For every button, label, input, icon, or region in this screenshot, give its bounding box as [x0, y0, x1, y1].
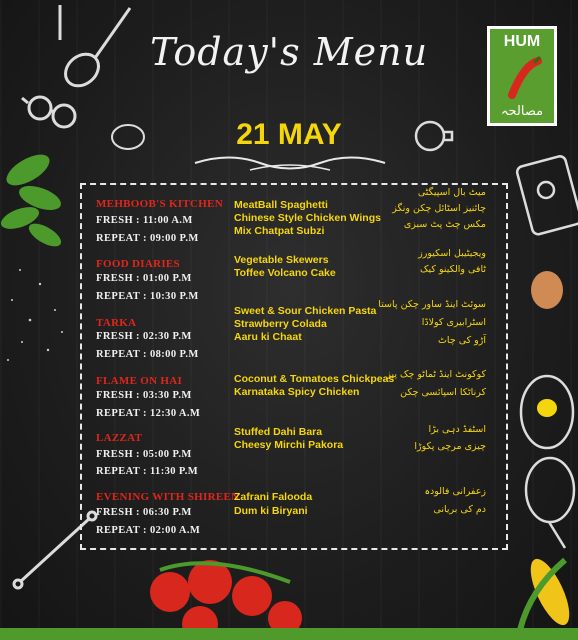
leaves-icon	[0, 140, 72, 250]
show-name: FOOD DIARIES	[96, 258, 180, 270]
dish-item: Coconut & Tomatoes Chickpeas	[234, 373, 395, 385]
fresh-time: FRESH : 11:00 A.M	[96, 215, 193, 226]
dish-item-urdu: کوکونٹ اینڈ ٹماٹو چک پیز	[386, 369, 486, 380]
repeat-time: REPEAT : 02:00 A.M	[96, 525, 201, 536]
dish-item-urdu: مکس چٹ پٹ سبزی	[403, 219, 486, 230]
repeat-time: REPEAT : 10:30 P.M	[96, 291, 199, 302]
bottom-brand-bar	[0, 628, 578, 640]
dish-item: Karnataka Spicy Chicken	[234, 386, 360, 398]
dish-item-urdu: ٹافی والکینو کیک	[420, 264, 486, 275]
dish-item: MeatBall Spaghetti	[234, 199, 328, 211]
show-name: MEHBOOB'S KITCHEN	[96, 198, 224, 210]
dish-item: Toffee Volcano Cake	[234, 267, 336, 279]
repeat-time: REPEAT : 11:30 P.M	[96, 466, 199, 477]
dish-item: Zafrani Falooda	[234, 491, 313, 503]
chili-icon	[504, 55, 544, 101]
dish-item: Aaru ki Chaat	[234, 331, 302, 343]
dish-item-urdu: آڑو کی چاٹ	[437, 335, 486, 346]
dish-item: Cheesy Mirchi Pakora	[234, 439, 344, 451]
fresh-time: FRESH : 01:00 P.M	[96, 273, 192, 284]
repeat-time: REPEAT : 09:00 P.M	[96, 233, 199, 244]
dish-item-urdu: ویجیٹیبل اسکیورز	[418, 248, 486, 259]
fresh-time: FRESH : 02:30 P.M	[96, 331, 192, 342]
dish-item: Stuffed Dahi Bara	[234, 426, 323, 438]
show-name: LAZZAT	[96, 432, 143, 444]
fresh-time: FRESH : 05:00 P.M	[96, 449, 192, 460]
dish-item-urdu: کرناٹکا اسپائسی چکن	[400, 387, 486, 398]
logo-urdu: مصالحہ	[500, 104, 544, 119]
show-name: TARKA	[96, 317, 137, 329]
dish-item-urdu: چائنیز اسٹائل چکن ونگز	[392, 203, 486, 214]
dish-item-urdu: سوئٹ اینڈ ساور چکن پاستا	[378, 299, 486, 310]
fresh-time: FRESH : 03:30 P.M	[96, 390, 192, 401]
dish-item: Chinese Style Chicken Wings	[234, 212, 381, 224]
dish-item-urdu: زعفرانی فالودہ	[424, 486, 486, 497]
frying-pan-sketch	[505, 360, 578, 550]
salt-sprinkle	[0, 250, 80, 370]
menu-date: 21 MAY	[236, 118, 342, 151]
page-title: Today's Menu	[149, 30, 429, 74]
logo-text: HUM	[503, 33, 541, 50]
flourish-divider	[190, 150, 390, 176]
repeat-time: REPEAT : 12:30 A.M	[96, 408, 201, 419]
repeat-time: REPEAT : 08:00 P.M	[96, 349, 199, 360]
dish-item-urdu: اسٹفڈ دہی بڑا	[428, 424, 486, 435]
dish-item-urdu: میٹ بال اسپیگٹی	[417, 187, 486, 198]
tomatoes-icon	[140, 552, 310, 640]
dish-item: Strawberry Colada	[234, 318, 327, 330]
fresh-time: FRESH : 06:30 P.M	[96, 507, 192, 518]
dish-item-urdu: چیزی مرچی پکوڑا	[414, 441, 486, 452]
show-name: EVENING WITH SHIREEN	[96, 491, 240, 503]
cutting-board-sketch	[510, 150, 578, 270]
dish-item: Vegetable Skewers	[234, 254, 329, 266]
dish-item: Sweet & Sour Chicken Pasta	[234, 305, 377, 317]
show-name: FLAME ON HAI	[96, 375, 183, 387]
channel-logo	[487, 26, 557, 126]
dish-item-urdu: دم کی بریانی	[433, 504, 486, 515]
dish-item: Mix Chatpat Subzi	[234, 225, 325, 237]
dish-item-urdu: اسٹرابیری کولاڈا	[421, 317, 486, 328]
egg-icon	[527, 268, 567, 312]
dish-item: Dum ki Biryani	[234, 505, 308, 517]
corn-icon	[510, 550, 578, 630]
